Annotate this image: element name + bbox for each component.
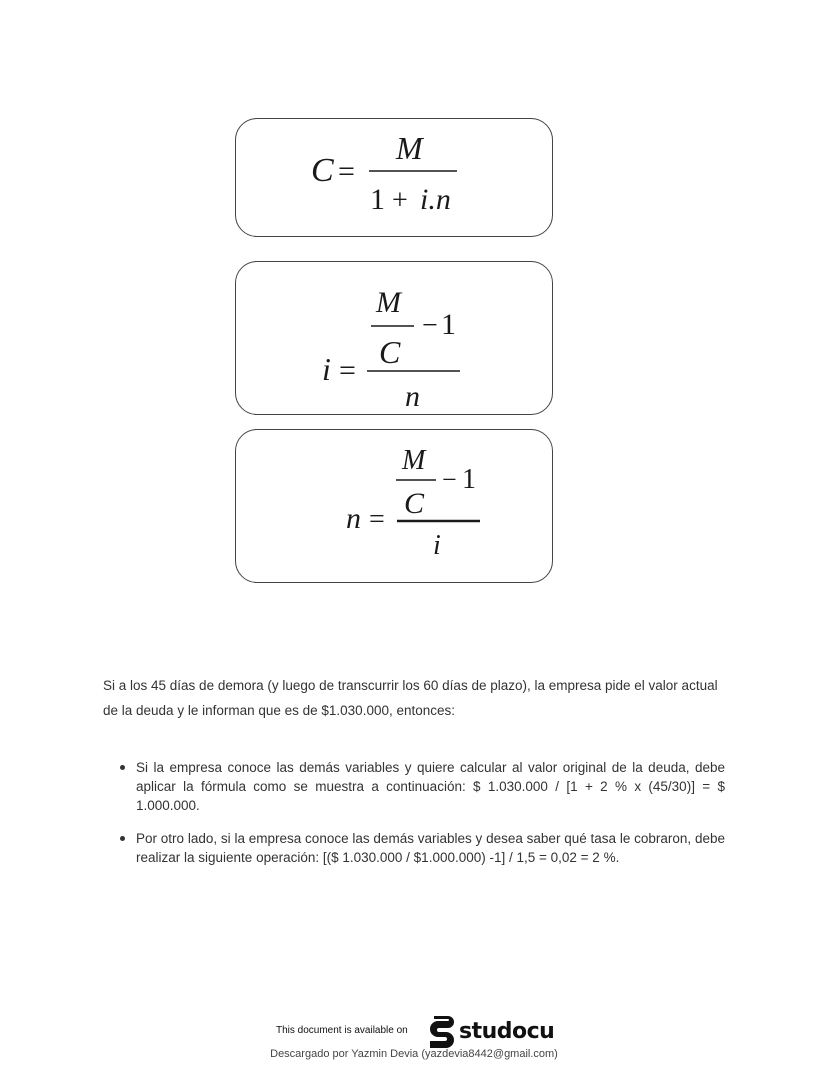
formula-rate-one: 1 bbox=[441, 308, 456, 341]
list-item-text: Si la empresa conoce las demás variables y quiere calcular al valor original de la deuda, debe aplicar la fórmula como se muestra a continuación: $ 1.030.000 / [1 + 2 % x (45/30)] = $ 1.000.000. bbox=[136, 760, 725, 813]
list-item bbox=[118, 758, 725, 815]
formula-capital-denominator-plus: + bbox=[392, 185, 408, 216]
bullet-icon bbox=[120, 836, 125, 841]
formula-periods-lhs: n bbox=[346, 502, 361, 535]
formula-box-periods bbox=[235, 429, 553, 583]
formula-rate-inner-denominator: C bbox=[379, 334, 401, 370]
formula-capital-lhs: C bbox=[311, 152, 334, 189]
formula-capital-denominator-rest: i.n bbox=[420, 183, 451, 216]
studocu-logo-icon bbox=[424, 1014, 456, 1048]
bullet-icon bbox=[120, 765, 125, 770]
formula-capital-numerator: M bbox=[396, 130, 423, 166]
footer-available-text: This document is available on bbox=[276, 1025, 408, 1036]
formula-periods-denominator: i bbox=[433, 530, 441, 561]
formula-rate-denominator: n bbox=[405, 380, 420, 413]
formula-box-capital bbox=[235, 118, 553, 237]
formula-rate-lhs: i bbox=[322, 351, 331, 387]
formula-periods-minus: − bbox=[442, 465, 457, 494]
formula-periods-equals: = bbox=[369, 504, 385, 535]
intro-paragraph: Si a los 45 días de demora (y luego de transcurrir los 60 días de plazo), la empresa pide el valor actual de la deuda y le informan que es de $1.030.000, entonces: bbox=[103, 678, 718, 718]
formula-rate bbox=[236, 262, 554, 416]
formula-capital bbox=[236, 119, 554, 238]
bullet-list bbox=[118, 758, 725, 881]
studocu-logo[interactable] bbox=[424, 1014, 554, 1048]
formula-rate-minus: − bbox=[422, 310, 438, 341]
formula-periods-one: 1 bbox=[462, 464, 476, 495]
formula-rate-equals: = bbox=[339, 354, 356, 387]
formula-periods-inner-denominator: C bbox=[404, 487, 425, 520]
list-item bbox=[118, 829, 725, 867]
formula-capital-denominator-one: 1 bbox=[370, 183, 385, 216]
list-item-text: Por otro lado, si la empresa conoce las demás variables y desea saber qué tasa le cobraron, debe realizar la siguiente operación: [($ 1.030.000 / $1.000.000) -1] / 1,5 = 0,02 = 2 %. bbox=[136, 831, 725, 865]
formula-periods bbox=[236, 430, 554, 584]
formula-box-rate bbox=[235, 261, 553, 415]
formula-periods-inner-numerator: M bbox=[402, 445, 426, 476]
formula-rate-inner-numerator: M bbox=[376, 286, 401, 319]
formula-capital-equals: = bbox=[338, 155, 355, 188]
studocu-brand-text: studocu bbox=[459, 1018, 555, 1044]
footer-download-text: Descargado por Yazmin Devia (yazdevia8442@gmail.com) bbox=[270, 1048, 558, 1060]
